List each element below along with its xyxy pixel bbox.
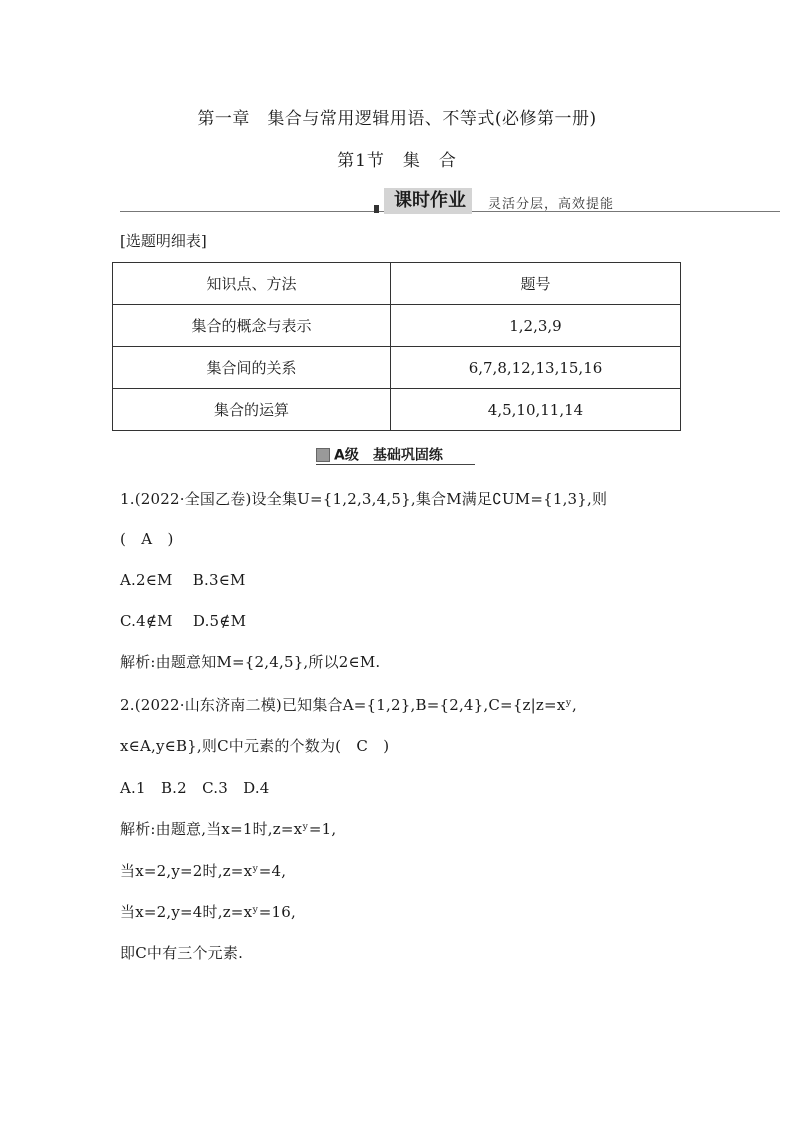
question-line: 1.(2022·全国乙卷)设全集U={1,2,3,4,5},集合M满足∁UM={1,3},则	[120, 490, 608, 508]
table-cell: 4,5,10,11,14	[391, 389, 681, 431]
table-cell: 集合的概念与表示	[113, 305, 391, 347]
section-title: 第1节 集 合	[337, 151, 457, 171]
solution-line: 当x=2,y=4时,z=xʸ=16,	[120, 903, 296, 921]
banner-label: 课时作业	[384, 188, 472, 214]
question-detail-table	[112, 262, 681, 431]
option-line: A.2∈M B.3∈M	[120, 571, 246, 589]
level-label: A级 基础巩固练	[334, 447, 443, 464]
solution-line: 解析:由题意知M={2,4,5},所以2∈M.	[120, 653, 381, 671]
table-header-cell: 知识点、方法	[113, 263, 391, 305]
banner-mark-icon	[374, 205, 379, 213]
question-line: 2.(2022·山东济南二模)已知集合A={1,2},B={2,4},C={z|z=xʸ,	[120, 696, 577, 714]
solution-line: 即C中有三个元素.	[120, 944, 244, 962]
chapter-title: 第一章 集合与常用逻辑用语、不等式(必修第一册)	[197, 109, 597, 129]
table-header-row	[113, 263, 681, 305]
question-line: x∈A,y∈B},则C中元素的个数为( C )	[120, 737, 390, 755]
level-underline	[316, 464, 475, 465]
table-header-cell: 题号	[391, 263, 681, 305]
question-line: ( A )	[120, 530, 174, 548]
solution-line: 当x=2,y=2时,z=xʸ=4,	[120, 862, 287, 880]
level-square-icon	[316, 448, 330, 462]
table-cell: 1,2,3,9	[391, 305, 681, 347]
banner-tagline: 灵活分层，高效提能	[488, 197, 615, 212]
option-line: C.4∉M D.5∉M	[120, 612, 247, 630]
table-row	[113, 389, 681, 431]
table-cell: 集合的运算	[113, 389, 391, 431]
table-cell: 6,7,8,12,13,15,16	[391, 347, 681, 389]
level-heading	[316, 444, 443, 465]
table-row	[113, 347, 681, 389]
table-caption: [选题明细表]	[120, 232, 207, 250]
option-line: A.1 B.2 C.3 D.4	[120, 779, 270, 797]
table-row	[113, 305, 681, 347]
table-cell: 集合间的关系	[113, 347, 391, 389]
solution-line: 解析:由题意,当x=1时,z=xʸ=1,	[120, 820, 337, 838]
